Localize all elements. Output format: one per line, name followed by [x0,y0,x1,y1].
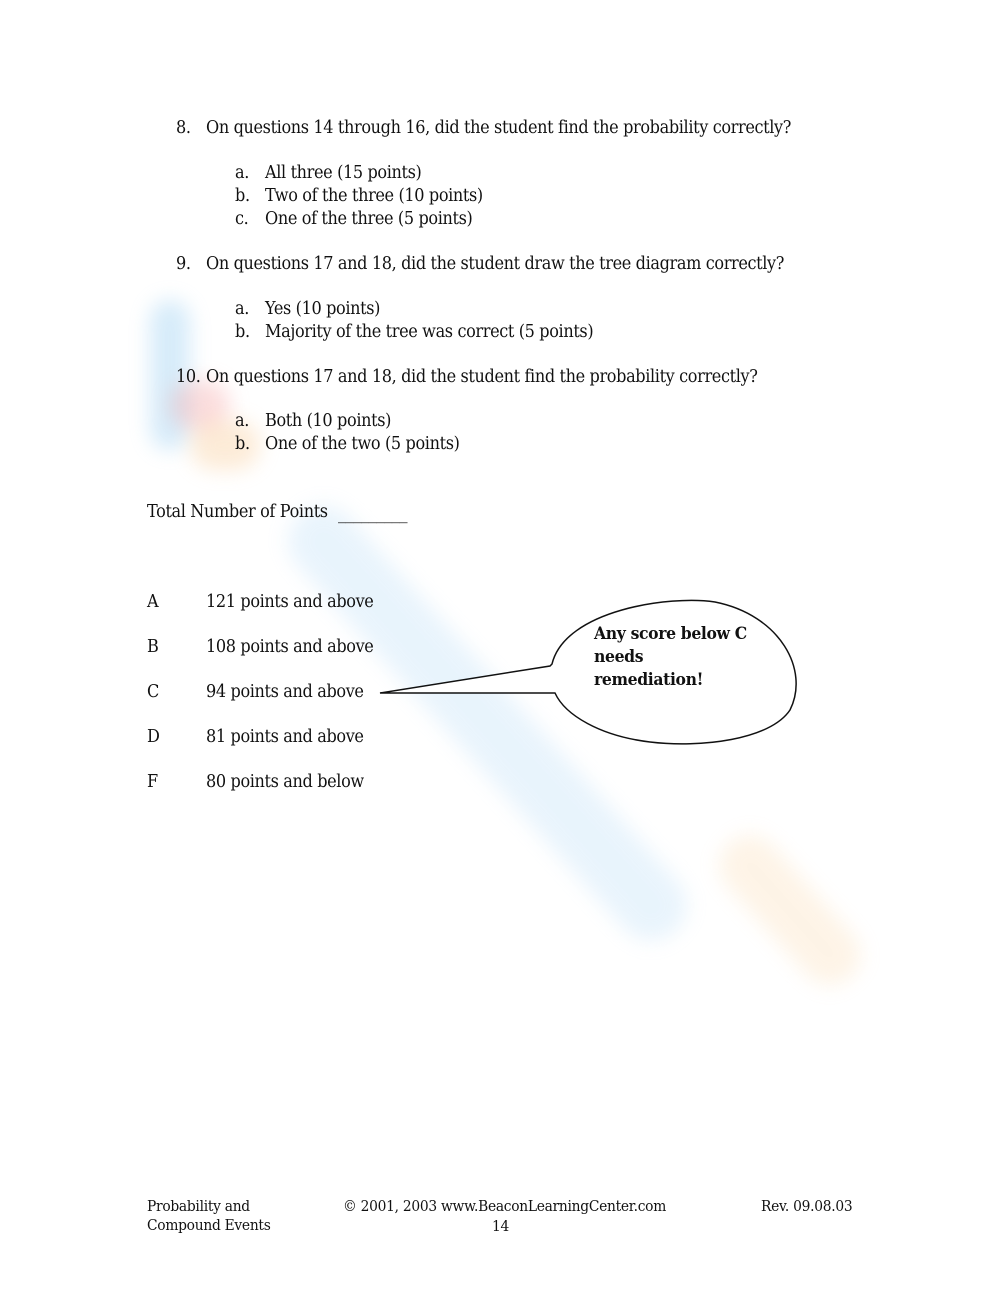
question-8-option-b-letter: b. [235,186,250,206]
question-9-text: On questions 17 and 18, did the student draw the tree diagram correctly? [206,254,785,274]
question-9-number: 9. [176,254,191,274]
question-10-option-a-letter: a. [235,411,249,431]
question-10-option-a-text: Both (10 points) [265,411,392,431]
grade-c-letter: C [147,682,159,702]
question-10-text: On questions 17 and 18, did the student find the probability correctly? [206,367,758,387]
callout-line-1: Any score below C [594,624,747,644]
footer-title-line-2: Compound Events [147,1216,271,1234]
grade-d-letter: D [147,727,160,747]
callout-line-3: remediation! [594,670,704,690]
total-points-blank: _________ [338,504,408,524]
grade-b-letter: B [147,637,159,657]
footer-copyright: © 2001, 2003 www.BeaconLearningCenter.com [343,1197,667,1215]
watermark-text-orange [707,823,872,997]
question-10-option-b-text: One of the two (5 points) [265,434,460,454]
question-8-text: On questions 14 through 16, did the student find the probability correctly? [206,118,792,138]
question-10-option-b-letter: b. [235,434,250,454]
total-points-label: Total Number of Points [147,502,328,522]
footer-page-number: 14 [492,1217,510,1235]
callout-line-2: needs [594,647,644,667]
question-8-option-c-letter: c. [235,209,249,229]
grade-f-letter: F [147,772,158,792]
question-8-option-b-text: Two of the three (10 points) [265,186,483,206]
question-8-number: 8. [176,118,191,138]
grade-b-text: 108 points and above [206,637,374,657]
footer-revision: Rev. 09.08.03 [761,1197,853,1215]
question-8-option-a-text: All three (15 points) [265,163,422,183]
footer-title-line-1: Probability and [147,1197,250,1215]
question-9-option-b-letter: b. [235,322,250,342]
question-9-option-a-text: Yes (10 points) [265,299,381,319]
question-10-number: 10. [176,367,201,387]
grade-d-text: 81 points and above [206,727,364,747]
question-9-option-b-text: Majority of the tree was correct (5 points) [265,322,594,342]
question-9-option-a-letter: a. [235,299,249,319]
grade-a-letter: A [147,592,159,612]
grade-c-text: 94 points and above [206,682,364,702]
watermark-red [170,380,230,430]
grade-a-text: 121 points and above [206,592,374,612]
question-8-option-a-letter: a. [235,163,249,183]
grade-f-text: 80 points and below [206,772,364,792]
question-8-option-c-text: One of the three (5 points) [265,209,473,229]
speech-bubble-callout [370,590,810,760]
